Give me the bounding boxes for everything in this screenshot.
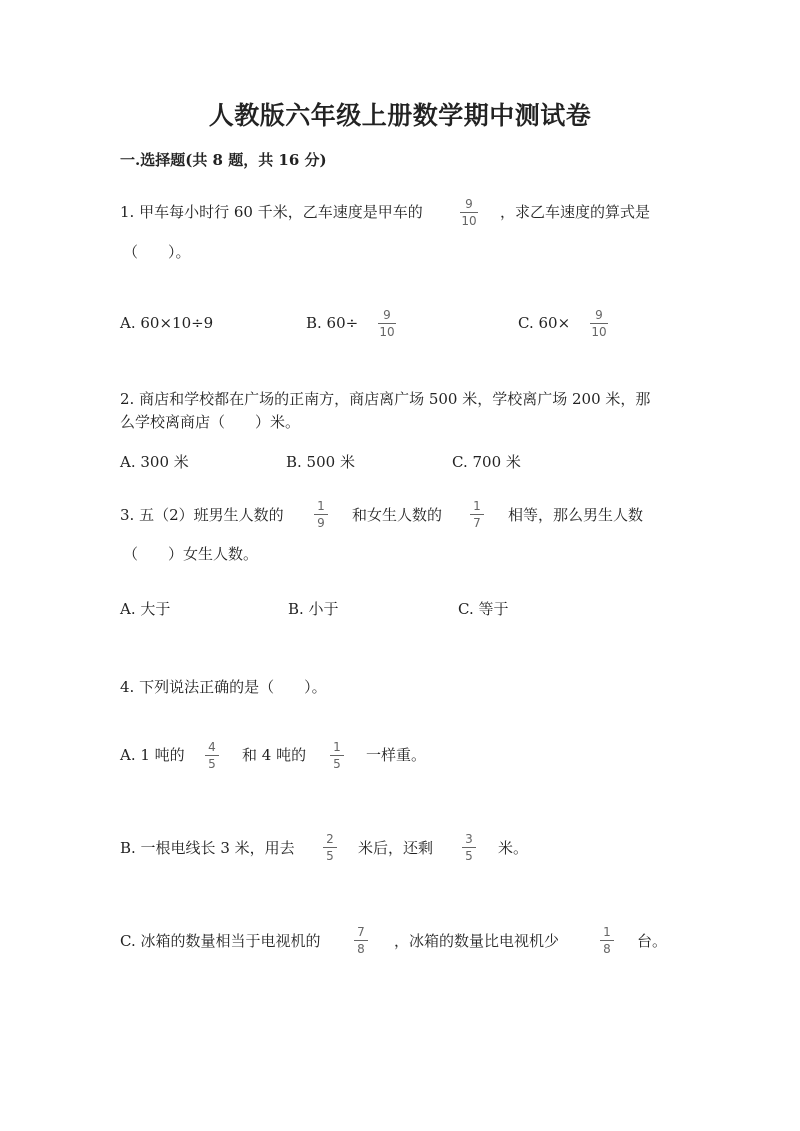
- q3-stem-part-4: （ ）女生人数。: [123, 545, 259, 563]
- q1-option-c-fraction: [590, 308, 608, 339]
- denominator: 5: [333, 757, 341, 771]
- q1-option-c-denominator: 10: [591, 325, 607, 339]
- q3-fraction-2-denominator: 7: [473, 516, 481, 530]
- q2-option-a: A. 300 米: [120, 453, 189, 471]
- q4-option-c-part-1: C. 冰箱的数量相当于电视机的: [120, 932, 321, 950]
- q3-fraction-1-numerator: 1: [317, 499, 325, 513]
- q1-option-b-denominator: 10: [379, 325, 395, 339]
- q3-stem-part-2: 和女生人数的: [352, 506, 443, 524]
- fraction-bar: [460, 212, 478, 213]
- q4-option-c-part-3: 台。: [637, 932, 668, 950]
- q1-option-b: B. 60÷: [306, 314, 359, 332]
- numerator: 7: [357, 925, 365, 939]
- q4-stem: 4. 下列说法正确的是（ ）。: [120, 678, 327, 696]
- q3-option-c: C. 等于: [458, 600, 509, 618]
- numerator: 3: [465, 832, 473, 846]
- q2-stem-part-2: 么学校离商店（ ）米。: [120, 413, 301, 431]
- q4-option-b-fraction-2: [462, 832, 476, 863]
- page-title: 人教版六年级上册数学期中测试卷: [208, 101, 592, 130]
- q1-option-c: C. 60×: [518, 314, 571, 332]
- q4-option-c-fraction-1: [354, 925, 368, 956]
- q1-option-b-fraction: [378, 308, 396, 339]
- q2-option-b: B. 500 米: [286, 453, 355, 471]
- q3-option-a: A. 大于: [120, 600, 171, 618]
- fraction-bar: [354, 940, 368, 941]
- q1-option-a: A. 60×10÷9: [120, 314, 214, 332]
- q4-option-b-part-1: B. 一根电线长 3 米，用去: [120, 839, 295, 857]
- q4-option-b-fraction-1: [323, 832, 337, 863]
- q4-option-b-part-2: 米后，还剩: [358, 839, 434, 857]
- denominator: 5: [465, 849, 473, 863]
- q3-fraction-2-numerator: 1: [473, 499, 481, 513]
- q1-option-b-numerator: 9: [383, 308, 391, 322]
- q1-stem-part-3: （ ）。: [123, 243, 191, 261]
- fraction-bar: [590, 323, 608, 324]
- fraction-bar: [470, 514, 484, 515]
- denominator: 8: [603, 942, 611, 956]
- q3-fraction-1-denominator: 9: [317, 516, 325, 530]
- q4-option-c-fraction-2: [600, 925, 614, 956]
- fraction-bar: [378, 323, 396, 324]
- denominator: 8: [357, 942, 365, 956]
- numerator: 2: [326, 832, 334, 846]
- q1-option-c-numerator: 9: [595, 308, 603, 322]
- q1-stem-part-1: 1. 甲车每小时行 60 千米，乙车速度是甲车的: [120, 203, 423, 221]
- q3-stem-part-3: 相等，那么男生人数: [508, 506, 644, 524]
- fraction-bar: [205, 755, 219, 756]
- numerator: 4: [208, 740, 216, 754]
- q1-fraction-denominator: 10: [461, 214, 477, 228]
- q1-fraction-numerator: 9: [465, 197, 473, 211]
- q1-stem-part-2: ，求乙车速度的算式是: [500, 203, 651, 221]
- q1-fraction: [460, 197, 478, 228]
- q4-option-a-fraction-1: [205, 740, 219, 771]
- q3-stem-part-1: 3. 五（2）班男生人数的: [120, 506, 284, 524]
- numerator: 1: [603, 925, 611, 939]
- q3-fraction-1: [314, 499, 328, 530]
- q4-option-a-part-1: A. 1 吨的: [120, 746, 185, 764]
- q4-option-c-part-2: ，冰箱的数量比电视机少: [394, 932, 560, 950]
- fraction-bar: [462, 847, 476, 848]
- q4-option-a-fraction-2: [330, 740, 344, 771]
- fraction-bar: [600, 940, 614, 941]
- q3-option-b: B. 小于: [288, 600, 339, 618]
- section-heading: 一.选择题(共 8 题，共 16 分): [120, 151, 327, 169]
- numerator: 1: [333, 740, 341, 754]
- q4-option-a-part-3: 一样重。: [366, 746, 427, 764]
- q3-fraction-2: [470, 499, 484, 530]
- denominator: 5: [208, 757, 216, 771]
- fraction-bar: [323, 847, 337, 848]
- q4-option-a-part-2: 和 4 吨的: [242, 746, 307, 764]
- q4-option-b-part-3: 米。: [498, 839, 529, 857]
- q2-option-c: C. 700 米: [452, 453, 521, 471]
- fraction-bar: [330, 755, 344, 756]
- q2-stem-part-1: 2. 商店和学校都在广场的正南方，商店离广场 500 米，学校离广场 200 米，那: [120, 390, 651, 408]
- denominator: 5: [326, 849, 334, 863]
- fraction-bar: [314, 514, 328, 515]
